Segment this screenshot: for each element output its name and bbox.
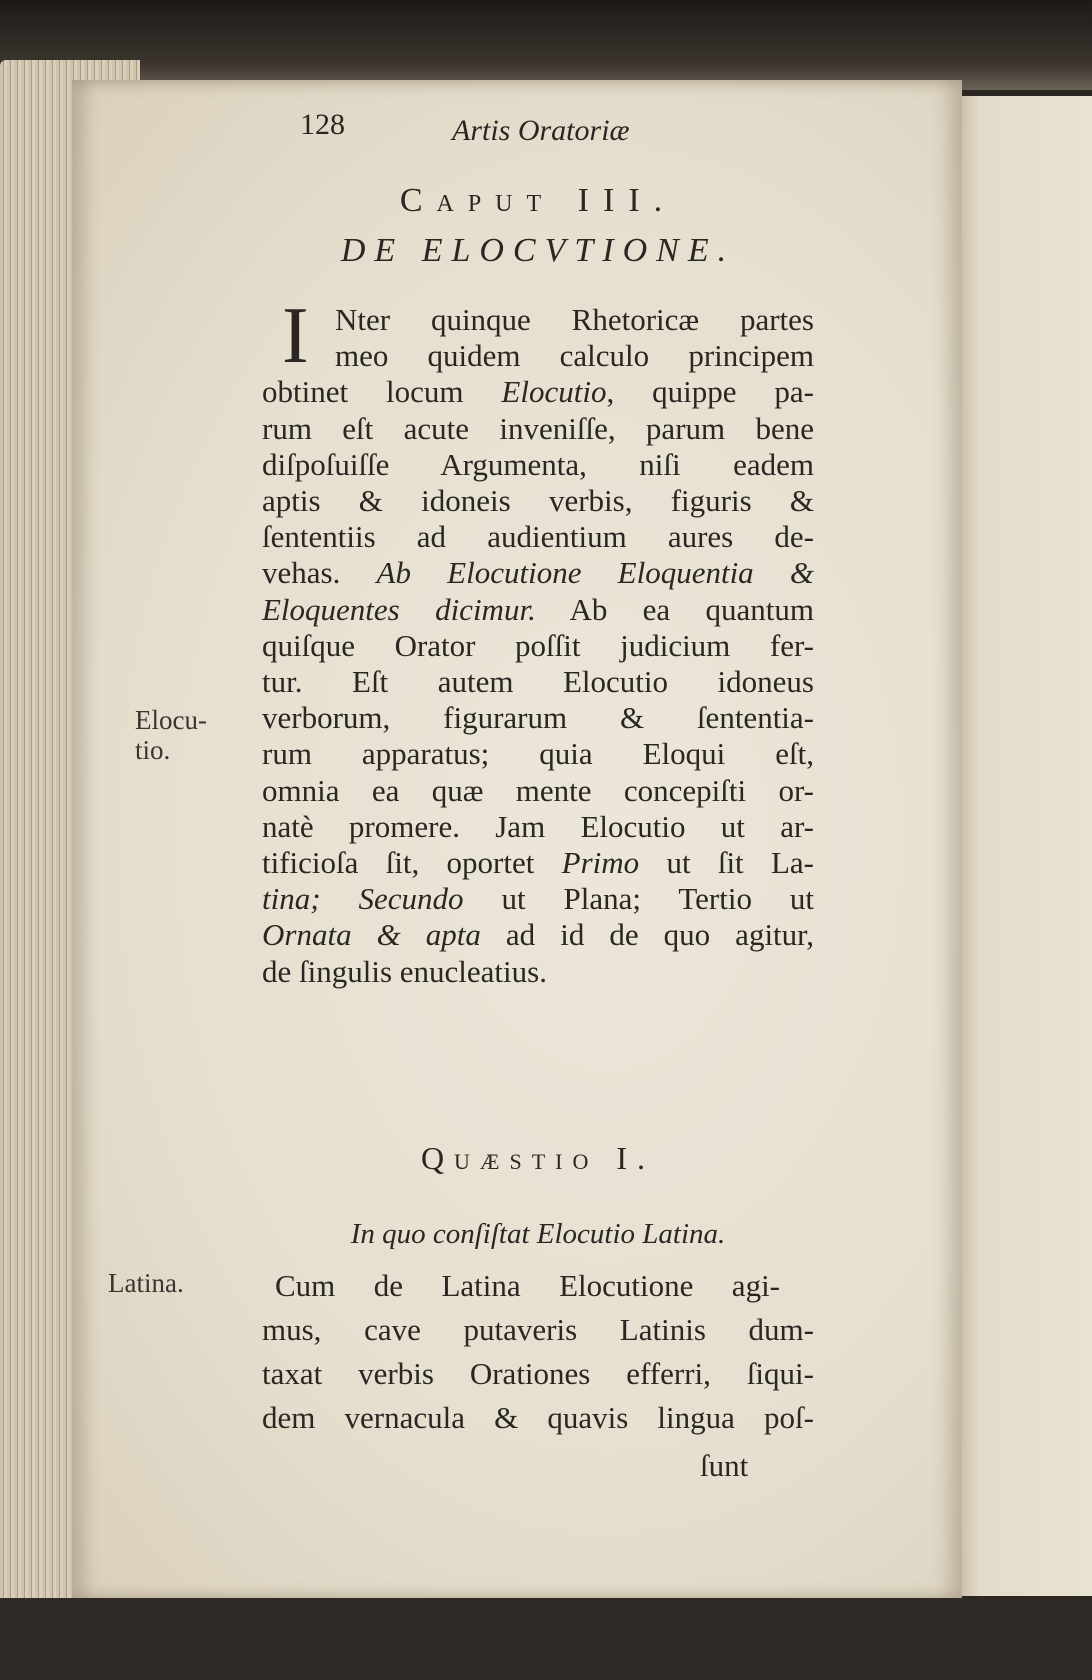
text-line: dem vernacula & quavis lingua poſ- <box>262 1400 814 1435</box>
scan-background-bottom <box>0 1598 1092 1680</box>
facing-page <box>952 96 1092 1596</box>
scan-background-top <box>0 0 1092 90</box>
text-span: vehas. <box>262 555 377 591</box>
text-line: rum eſt acute inveniſſe, parum bene <box>262 410 814 446</box>
text-line: rum apparatus; quia Eloqui eſt, <box>262 736 814 772</box>
text-span: ut Plana; Tertio ut <box>463 881 814 917</box>
text-span: Ab ea quantum <box>535 591 814 627</box>
text-span: ad id de quo agitur, <box>480 917 815 953</box>
text-line: omnia ea quæ mente concepiſti or- <box>262 772 814 808</box>
text-line: verborum, figurarum & ſententia- <box>262 700 814 736</box>
text-line: ſententiis ad audientium aures de- <box>262 519 814 555</box>
text-line: meo quidem calculo principem <box>335 338 814 374</box>
text-line: aptis & idoneis verbis, figuris & <box>262 483 814 518</box>
margin-note-line: Elocu- <box>135 705 207 735</box>
margin-note-line: tio. <box>135 735 171 765</box>
text-line <box>262 917 814 953</box>
chapter-title: Caput III. <box>399 182 677 219</box>
text-line: diſpoſuiſſe Argumenta, niſi eadem <box>262 446 814 482</box>
text-span: , quippe pa- <box>606 374 814 410</box>
text-line: de ſingulis enucleatius. <box>262 953 547 989</box>
text-line: quiſque Orator poſſit judicium fer- <box>262 627 814 663</box>
question-title: Quæstio I. <box>420 1140 656 1176</box>
text-line: Cum de Latina Elocutione agi- <box>275 1268 780 1303</box>
drop-cap: I <box>282 292 309 380</box>
italic-text: Ornata & apta <box>262 917 481 953</box>
text-line: mus, cave putaveris Latinis dum- <box>262 1312 814 1347</box>
question-subtitle: In quo conſiſtat Elocutio Latina. <box>350 1218 726 1250</box>
italic-text: Eloquentes dicimur. <box>262 591 536 627</box>
text-span: obtinet locum <box>262 374 502 410</box>
text-line <box>262 845 814 881</box>
margin-note-latina: Latina. <box>108 1268 184 1298</box>
text-line: Nter quinque Rhetoricæ partes <box>335 302 814 337</box>
text-line: tur. Eſt autem Elocutio idoneus <box>262 664 814 699</box>
text-line <box>262 592 814 628</box>
text-line: taxat verbis Orationes efferri, ſiqui- <box>262 1356 814 1391</box>
text-line <box>262 555 814 591</box>
page-number: 128 <box>300 108 345 141</box>
text-line: natè promere. Jam Elocutio ut ar- <box>262 808 814 844</box>
catchword: ſunt <box>700 1448 749 1483</box>
italic-text: Elocutio <box>501 374 607 410</box>
text-line <box>262 881 814 917</box>
italic-text: Primo <box>561 845 640 880</box>
text-line <box>262 374 814 410</box>
italic-text: Ab Elocutione Eloquentia & <box>376 555 814 591</box>
text-span: tificioſa ſit, oportet <box>262 845 562 880</box>
running-title: Artis Oratoriæ <box>452 114 630 147</box>
chapter-subtitle: DE ELOCVTIONE. <box>340 232 736 269</box>
italic-text: tina; Secundo <box>262 881 464 917</box>
text-span: ut ſit La- <box>639 845 814 880</box>
margin-note-elocutio <box>135 705 207 765</box>
